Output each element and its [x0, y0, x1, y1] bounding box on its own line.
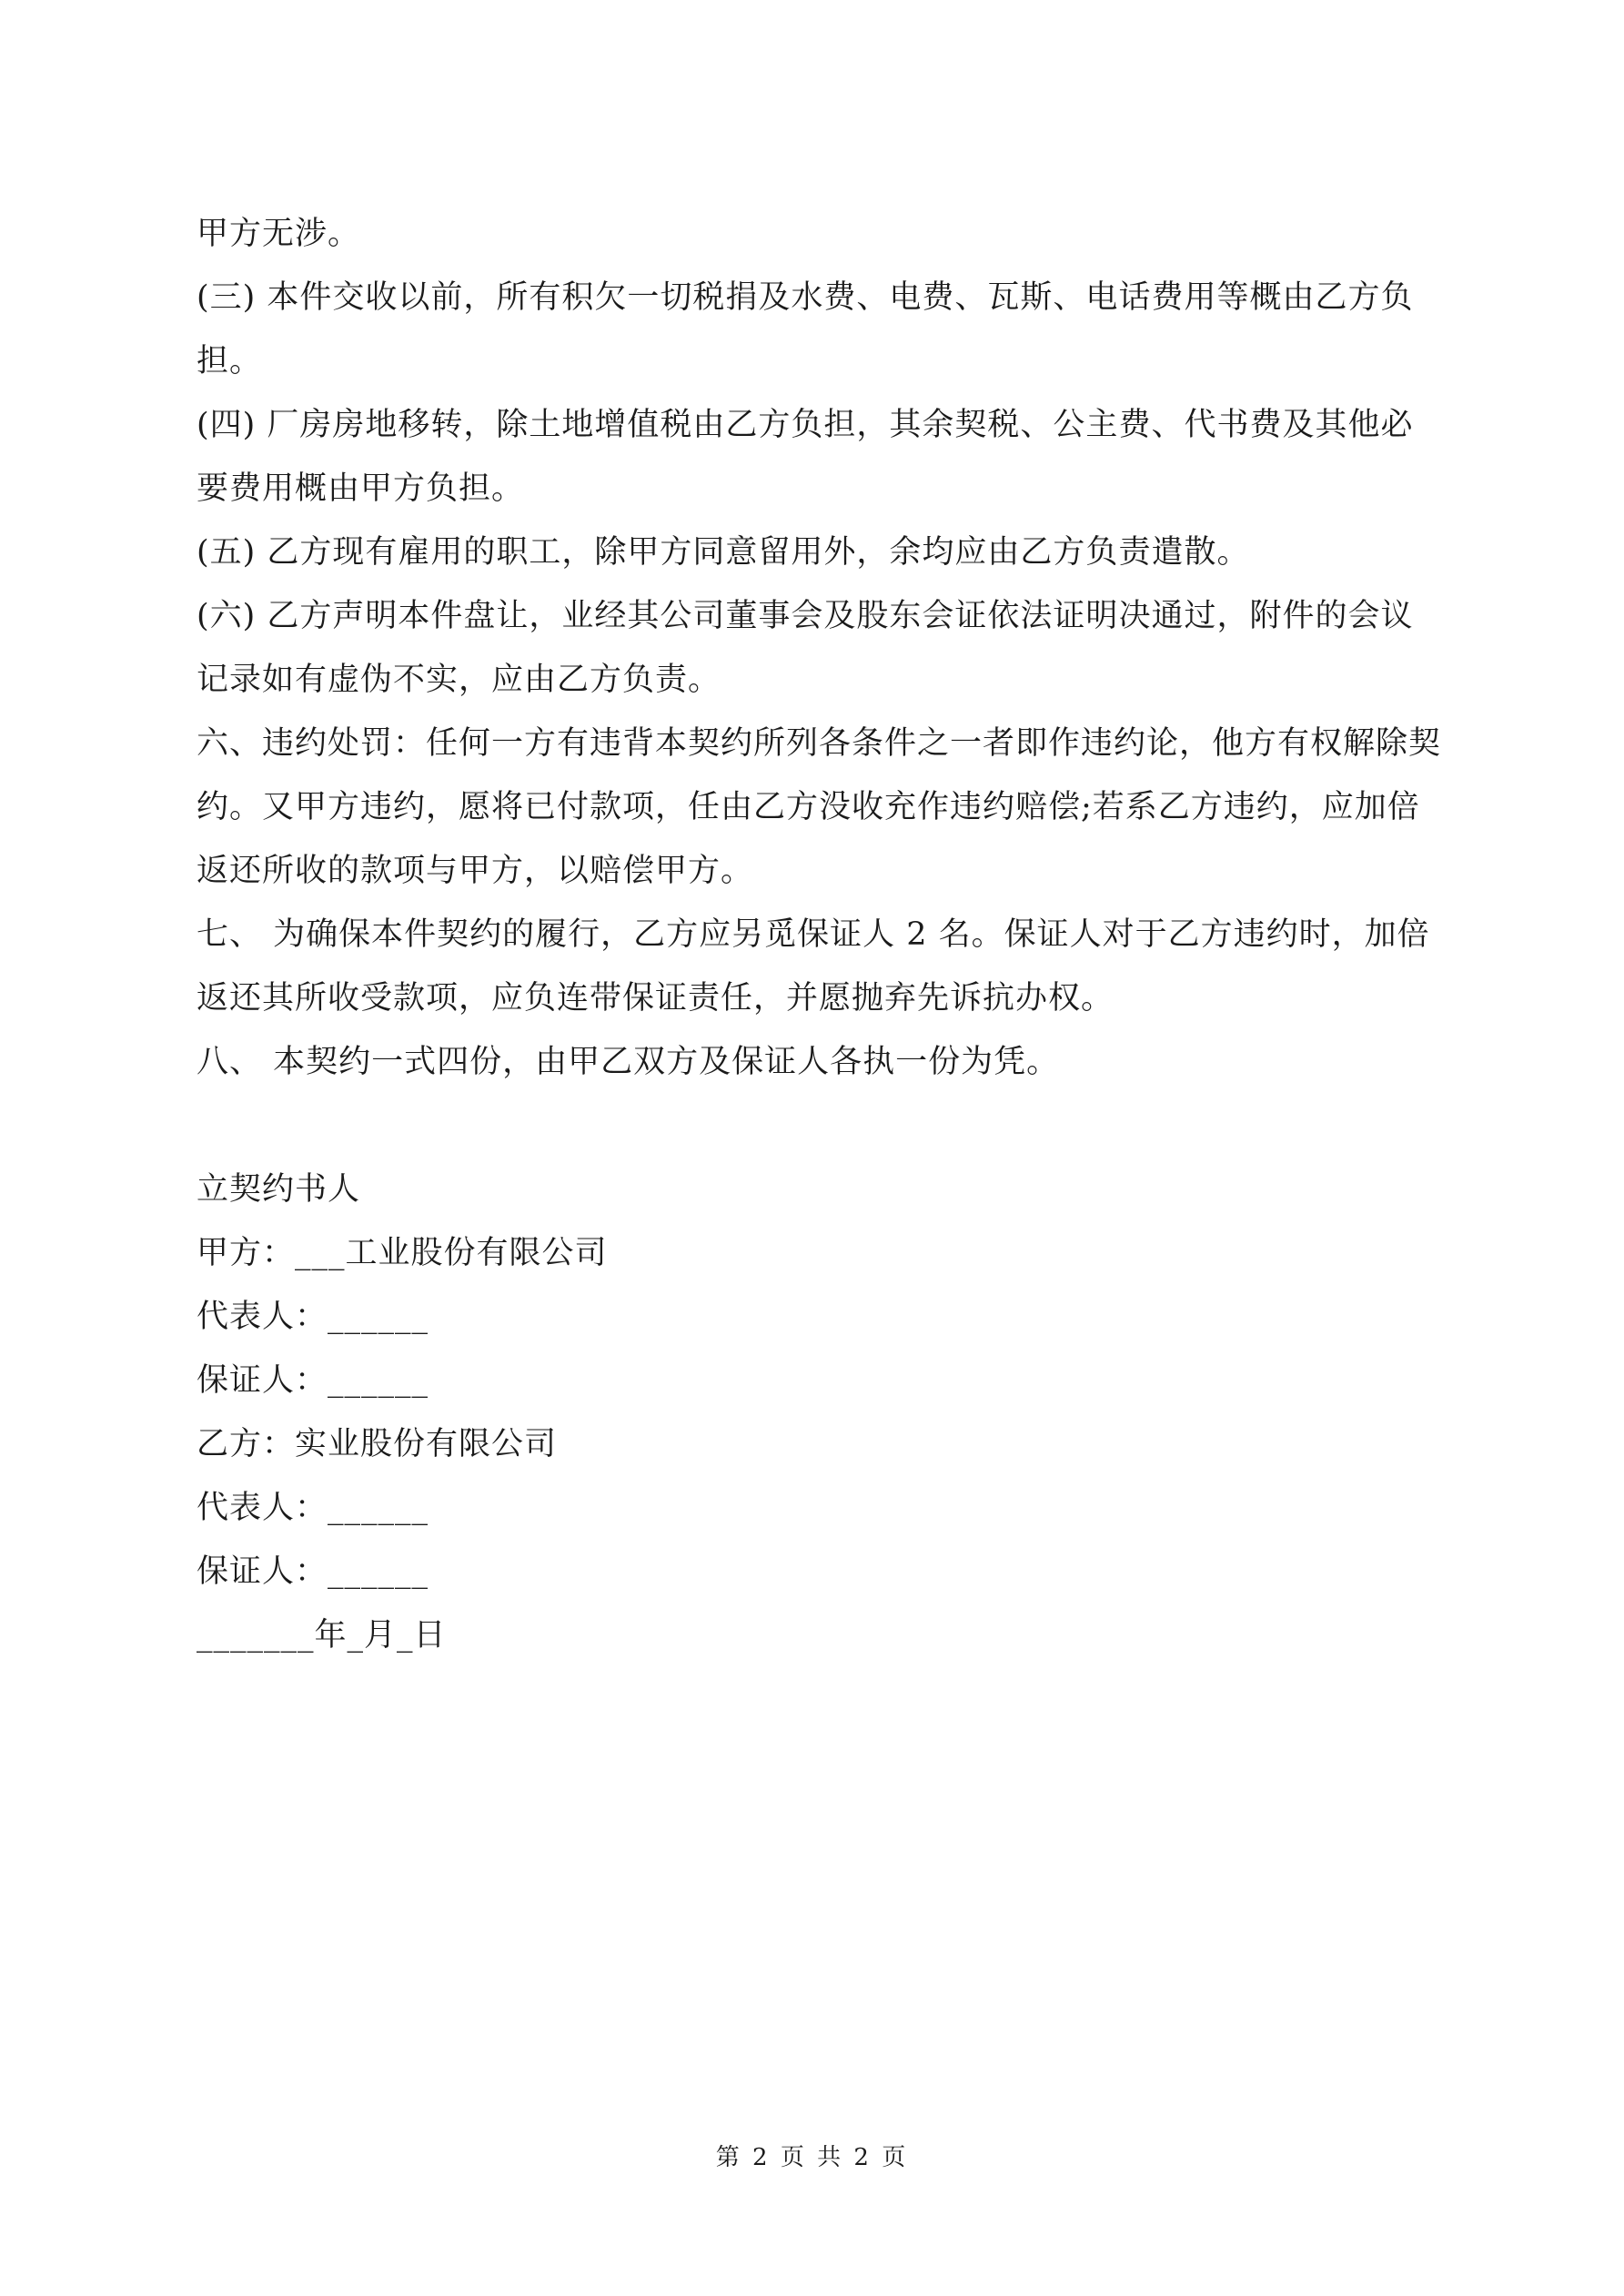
text-line: 返还其所收受款项，应负连带保证责任，并愿抛弃先诉抗办权。 — [197, 980, 1115, 1017]
text-line: 记录如有虚伪不实，应由乙方负责。 — [197, 662, 721, 698]
text-line: 甲方无涉。 — [197, 216, 361, 252]
section-8-copies: 八、 本契约一式四份，由甲乙双方及保证人各执一份为凭。 — [197, 1044, 1060, 1080]
clause-5: (五) 乙方现有雇用的职工，除甲方同意留用外，余均应由乙方负责遣散。 — [197, 534, 1250, 571]
text-line: 返还所收的款项与甲方，以赔偿甲方。 — [197, 853, 754, 889]
spacer — [197, 1094, 1445, 1158]
text-line: 约。又甲方违约，愿将已付款项，任由乙方没收充作违约赔偿;若系乙方违约，应加倍 — [197, 789, 1420, 825]
text-line: 要费用概由甲方负担。 — [197, 470, 525, 507]
clause-4: (四) 厂房房地移转，除土地增值税由乙方负担，其余契税、公主费、代书费及其他必 — [197, 407, 1414, 443]
party-a-guarantor: 保证人：______ — [197, 1362, 429, 1399]
party-a-line: 甲方：___工业股份有限公司 — [197, 1235, 608, 1271]
section-7-guarantee: 七、 为确保本件契约的履行，乙方应另觅保证人 2 名。保证人对于乙方违约时，加倍 — [197, 916, 1430, 953]
party-b-line: 乙方：实业股份有限公司 — [197, 1426, 558, 1462]
page-number: 第 2 页 共 2 页 — [715, 2144, 909, 2171]
party-a-representative: 代表人：______ — [197, 1299, 429, 1335]
party-b-guarantor: 保证人：______ — [197, 1553, 429, 1590]
signature-heading: 立契约书人 — [197, 1171, 361, 1208]
party-b-representative: 代表人：______ — [197, 1490, 429, 1526]
text-line: 担。 — [197, 343, 263, 379]
clause-6: (六) 乙方声明本件盘让，业经其公司董事会及股东会证依法证明决通过，附件的会议 — [197, 598, 1414, 634]
section-6-breach: 六、违约处罚：任何一方有违背本契约所列各条件之一者即作违约论，他方有权解除契 — [197, 725, 1442, 762]
clause-3: (三) 本件交收以前，所有积欠一切税捐及水费、电费、瓦斯、电话费用等概由乙方负 — [197, 279, 1414, 316]
contract-body — [197, 202, 1445, 1667]
signature-date: _______年_月_日 — [197, 1617, 447, 1654]
